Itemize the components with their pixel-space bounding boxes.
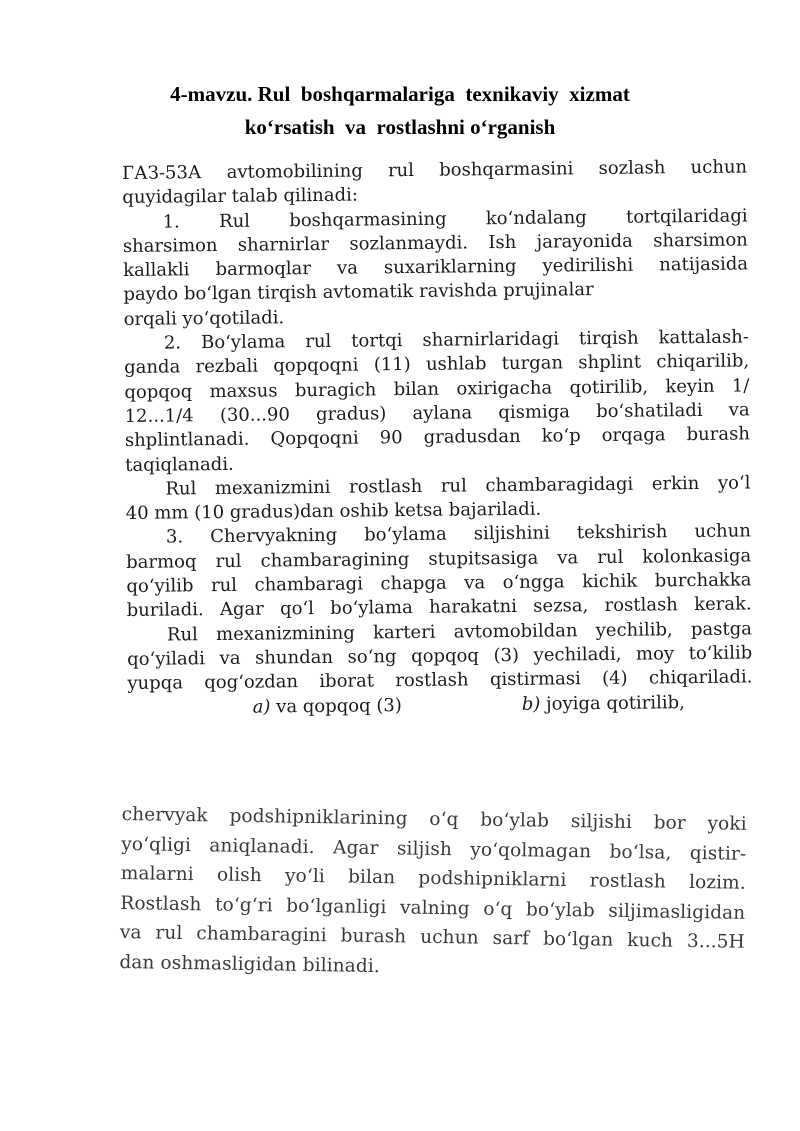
text-line: 12...1/4 (30...90 gradus) aylana qismiga bo‘shatiladi va [124, 399, 750, 427]
text-line: qo‘yilib rul chambaragi chapga va o‘ngga kichik burchakka [126, 569, 752, 598]
text-line: chervyak podshipniklarining o‘q bo‘ylab siljishi bor yoki [121, 803, 747, 835]
text-line: Rul mexanizmini rostlash rul chambaragidagi erkin yo‘l [165, 472, 751, 500]
text-line: sharsimon sharnirlar sozlanmaydi. Ish jarayonida sharsimon [122, 229, 748, 257]
page-title [0, 78, 800, 144]
text-line: va rul chambaragini burash uchun sarf bo‘lgan kuch 3...5H [119, 921, 746, 953]
text-line: ГАЗ-53А avtomobilining rul boshqarmasini sozlash uchun [122, 156, 748, 184]
text-line: 2. Bo‘ylama rul tortqi sharnirlaridagi tirqish kattalash- [163, 326, 749, 354]
caption-a-text: va qopqoq (3) [276, 694, 402, 717]
text-line: paydo bo‘lgan tirqish avtomatik ravishda prujinalar [123, 279, 594, 306]
caption-b-text: joyiga qotirilib, [545, 691, 685, 715]
text-line: malarni olish yo‘li bilan podshipniklarni rostlash lozim. [120, 862, 746, 894]
text-line: Rostlash to‘g‘ri bo‘lganligi valning o‘q bo‘ylab siljimasligidan [120, 892, 746, 924]
text-line: ganda rezbali qopqoqni (11) ushlab turgan shplint chiqarilib, [124, 350, 750, 379]
text-line: shplintlanadi. Qopqoqni 90 gradusdan ko‘p orqaga burash [124, 423, 750, 452]
caption-b-letter: b) [521, 693, 541, 715]
title-line-2: ko‘rsatish va rostlashni o‘rganish [244, 115, 556, 139]
text-line: yupqa qog‘ozdan iborat rostlash qistirmasi (4) chiqariladi. [127, 666, 753, 695]
text-line: orqali yo‘qotiladi. [123, 307, 285, 330]
text-line: Rul mexanizmining karteri avtomobildan yechilib, pastga [166, 618, 753, 646]
text-line: quyidagilar talab qilinadi: [122, 184, 359, 209]
text-line: barmoq rul chambaragining stupitsasiga va rul kolonkasiga [126, 545, 752, 573]
scanned-text-block-1 [122, 155, 753, 720]
text-line: dan oshmasligidan bilinadi. [119, 951, 381, 977]
text-line: qo‘yiladi va shundan so‘ng qopqoq (3) yechiladi, moy to‘kilib [127, 642, 753, 670]
caption-a-letter: a) [252, 696, 271, 718]
text-line: kallakli barmoqlar va suxariklarning yedirilishi natijasida [123, 253, 749, 282]
text-line: yo‘qligi aniqlanadi. Agar siljish yo‘qolmagan bo‘lsa, qistir- [121, 833, 747, 865]
text-line: 3. Chervyakning bo‘ylama siljishini tekshirish uchun [165, 520, 752, 549]
text-line: 1. Rul boshqarmasining ko‘ndalang tortqilaridagi [162, 205, 748, 233]
text-line: buriladi. Agar qo‘l bo‘ylama harakatni sezsa, rostlash kerak. [126, 593, 752, 622]
text-line: taqiqlanadi. [125, 453, 234, 476]
text-line: qopqoq maxsus buragich bilan oxirigacha qotirilib, keyin 1/ [124, 375, 750, 403]
text-line: 40 mm (10 gradus)dan oshib ketsa bajariladi. [125, 498, 542, 525]
scanned-text-block-2 [119, 800, 747, 987]
title-line-1: 4-mavzu. Rul boshqarmalariga texnikaviy xizmat [170, 82, 630, 106]
